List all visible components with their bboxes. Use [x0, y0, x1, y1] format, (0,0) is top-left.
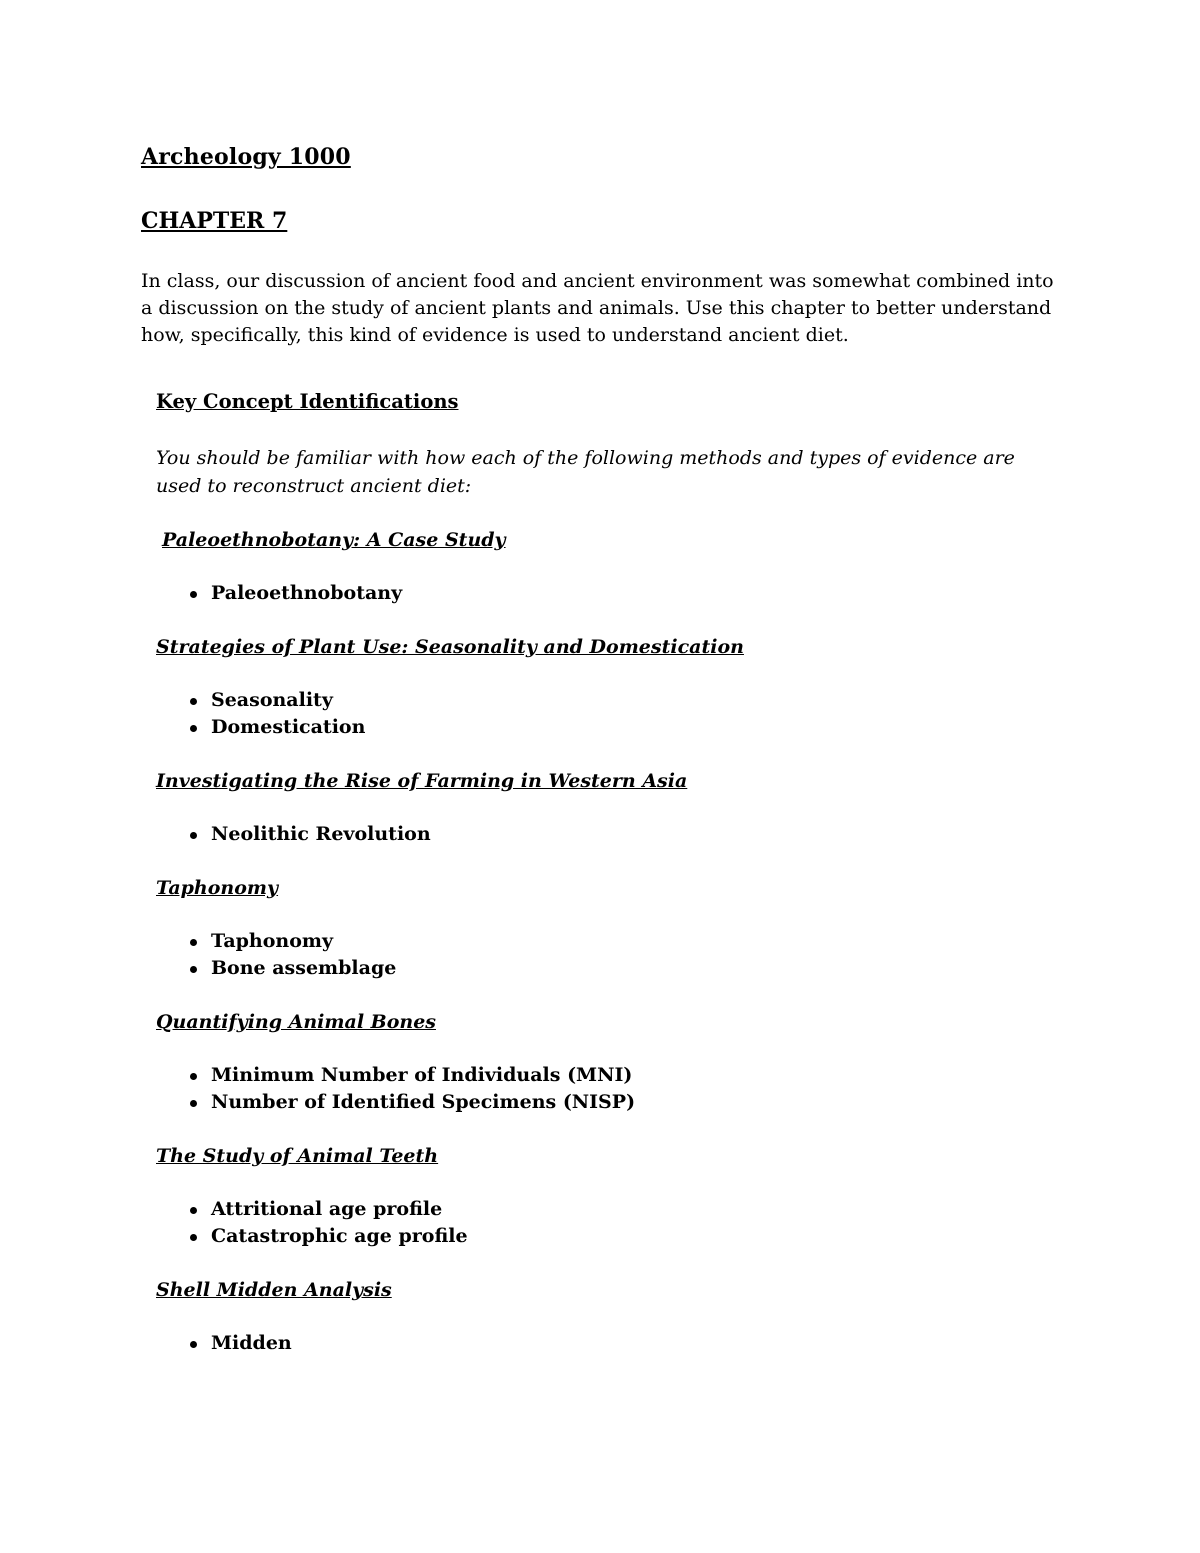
intro-paragraph: In class, our discussion of ancient food and ancient environment was somewhat combined into a discussion on the study of ancient plants and animals. Use this chapter to better understand how, specifically, this kind of evidence is used to understand ancient diet. — [141, 270, 1054, 346]
bullet-icon — [190, 725, 197, 732]
list-item-label: Minimum Number of Individuals (MNI) — [211, 1064, 633, 1086]
key-concepts-heading: Key Concept Identifications — [156, 390, 459, 413]
list-item-label: Seasonality — [211, 689, 333, 711]
list-item — [188, 1330, 1056, 1357]
bullet-icon — [190, 698, 197, 705]
concept-section — [156, 1142, 1056, 1250]
bullet-icon — [190, 1341, 197, 1348]
list-item-label: Taphonomy — [211, 930, 334, 952]
chapter-title: CHAPTER 7 — [141, 208, 288, 234]
bullet-icon — [190, 1207, 197, 1214]
section-heading: Quantifying Animal Bones — [156, 1011, 436, 1033]
list-item-label: Catastrophic age profile — [211, 1225, 468, 1247]
list-item — [188, 928, 1056, 955]
key-concepts-section — [156, 390, 1056, 1357]
list-item-label: Midden — [211, 1332, 292, 1354]
section-heading: Investigating the Rise of Farming in Western Asia — [156, 770, 688, 792]
bullet-icon — [190, 966, 197, 973]
concept-list — [156, 1062, 1056, 1116]
concept-list — [156, 928, 1056, 982]
concept-section — [156, 874, 1056, 982]
concept-list — [156, 687, 1056, 741]
section-heading: Shell Midden Analysis — [156, 1279, 392, 1301]
concept-section — [156, 633, 1056, 741]
section-heading: Strategies of Plant Use: Seasonality and Domestication — [156, 636, 744, 658]
list-item — [188, 687, 1056, 714]
list-item-label: Domestication — [211, 716, 366, 738]
concept-section — [156, 526, 1056, 607]
list-item — [188, 1223, 1056, 1250]
bullet-icon — [190, 939, 197, 946]
list-item-label: Paleoethnobotany — [211, 582, 403, 604]
list-item — [188, 1196, 1056, 1223]
concept-section — [156, 1008, 1056, 1116]
section-heading: The Study of Animal Teeth — [156, 1145, 439, 1167]
concept-list — [156, 1196, 1056, 1250]
bullet-icon — [190, 591, 197, 598]
list-item-label: Number of Identified Specimens (NISP) — [211, 1091, 636, 1113]
bullet-icon — [190, 832, 197, 839]
list-item — [188, 821, 1056, 848]
key-concepts-instructions: You should be familiar with how each of the following methods and types of evidence are used to reconstruct ancient diet: — [156, 447, 1015, 497]
concept-list — [156, 821, 1056, 848]
list-item-label: Neolithic Revolution — [211, 823, 431, 845]
section-heading: Paleoethnobotany: A Case Study — [162, 529, 506, 551]
concept-list — [156, 1330, 1056, 1357]
list-item — [188, 955, 1056, 982]
list-item — [188, 1062, 1056, 1089]
course-title: Archeology 1000 — [141, 144, 351, 170]
list-item — [188, 580, 1056, 607]
bullet-icon — [190, 1100, 197, 1107]
bullet-icon — [190, 1073, 197, 1080]
concept-section — [156, 767, 1056, 848]
list-item-label: Bone assemblage — [211, 957, 397, 979]
section-heading: Taphonomy — [156, 877, 279, 899]
list-item — [188, 1089, 1056, 1116]
concept-list — [156, 580, 1056, 607]
list-item-label: Attritional age profile — [211, 1198, 443, 1220]
concept-section — [156, 1276, 1056, 1357]
list-item — [188, 714, 1056, 741]
bullet-icon — [190, 1234, 197, 1241]
